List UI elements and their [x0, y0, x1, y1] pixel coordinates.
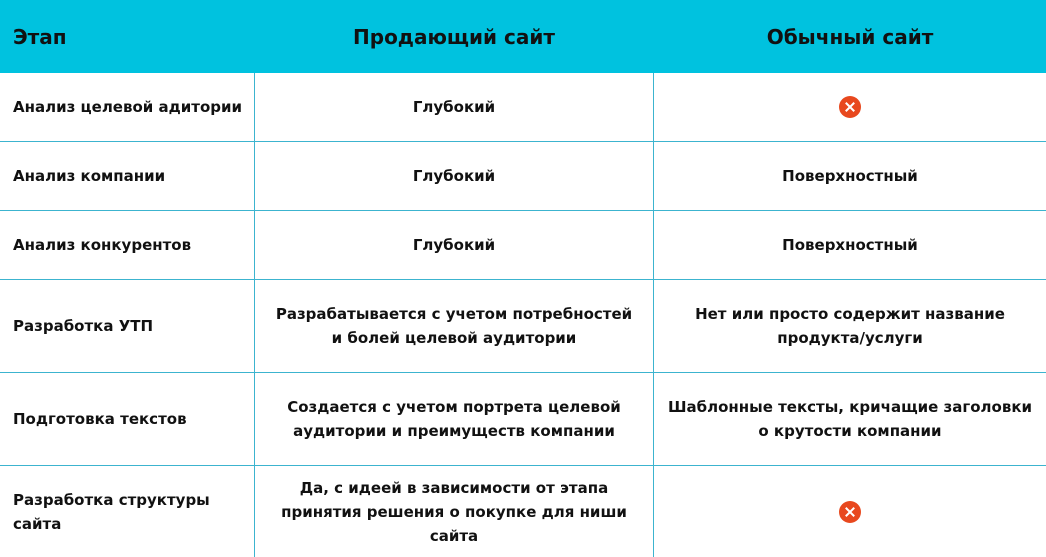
row-3-stage: Анализ конкурентов — [0, 210, 254, 279]
row-5-selling: Создается с учетом портрета целевой аудитории и преимуществ компании — [254, 372, 654, 465]
row-6-selling: Да, с идеей в зависимости от этапа принятия решения о покупке для ниши сайта — [254, 465, 654, 557]
row-2-selling: Глубокий — [254, 141, 654, 210]
row-5-stage: Подготовка текстов — [0, 372, 254, 465]
cross-icon — [839, 96, 861, 118]
row-2-stage: Анализ компании — [0, 141, 254, 210]
row-4-selling: Разрабатывается с учетом потребностей и болей целевой аудитории — [254, 279, 654, 372]
cross-icon — [839, 501, 861, 523]
header-stage: Этап — [0, 0, 254, 73]
row-4-regular: Нет или просто содержит название продукта/услуги — [654, 279, 1046, 372]
header-regular-site: Обычный сайт — [654, 0, 1046, 73]
row-1-selling: Глубокий — [254, 73, 654, 141]
row-2-regular: Поверхностный — [654, 141, 1046, 210]
row-3-regular: Поверхностный — [654, 210, 1046, 279]
row-6-stage: Разработка структуры сайта — [0, 465, 254, 557]
row-3-selling: Глубокий — [254, 210, 654, 279]
row-4-stage: Разработка УТП — [0, 279, 254, 372]
row-6-regular — [654, 465, 1046, 557]
row-5-regular: Шаблонные тексты, кричащие заголовки о крутости компании — [654, 372, 1046, 465]
header-selling-site: Продающий сайт — [254, 0, 654, 73]
row-1-stage: Анализ целевой адитории — [13, 98, 243, 116]
row-1-regular — [654, 73, 1046, 141]
